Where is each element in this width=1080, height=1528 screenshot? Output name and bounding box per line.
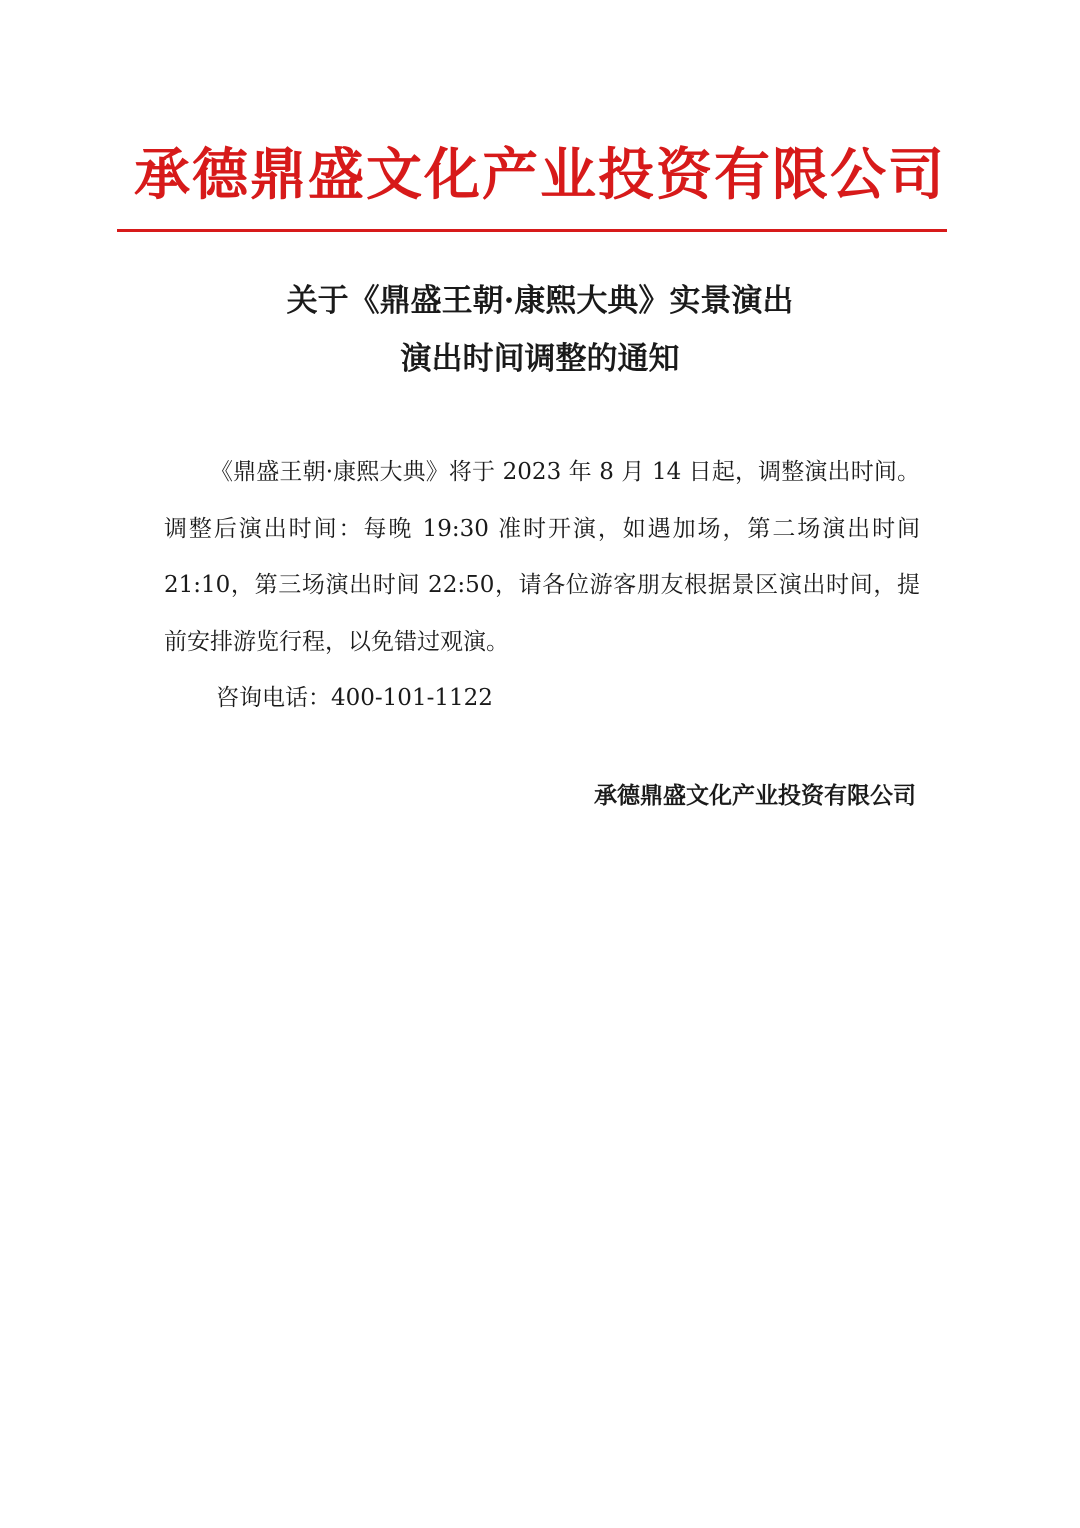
letterhead-divider bbox=[117, 229, 947, 232]
notice-title-line-2: 演出时间调整的通知 bbox=[400, 341, 680, 377]
letterhead-company-name: 承德鼎盛文化产业投资有限公司 bbox=[134, 142, 946, 208]
notice-title-line-1: 关于《鼎盛王朝·康熙大典》实景演出 bbox=[286, 283, 794, 319]
signature-company: 承德鼎盛文化产业投资有限公司 bbox=[594, 782, 916, 809]
notice-body: 《鼎盛王朝·康熙大典》将于 2023 年 8 月 14 日起，调整演出时间。调整后演出时间：每晚 19:30 准时开演，如遇加场，第二场演出时间 21:10，第三场演出时间 22:50，请各位游客朋友根据景区演出时间，提前安排游览行程，以免错过观演。 bbox=[164, 459, 920, 655]
contact-phone: 咨询电话：400-101-1122 bbox=[216, 685, 493, 711]
